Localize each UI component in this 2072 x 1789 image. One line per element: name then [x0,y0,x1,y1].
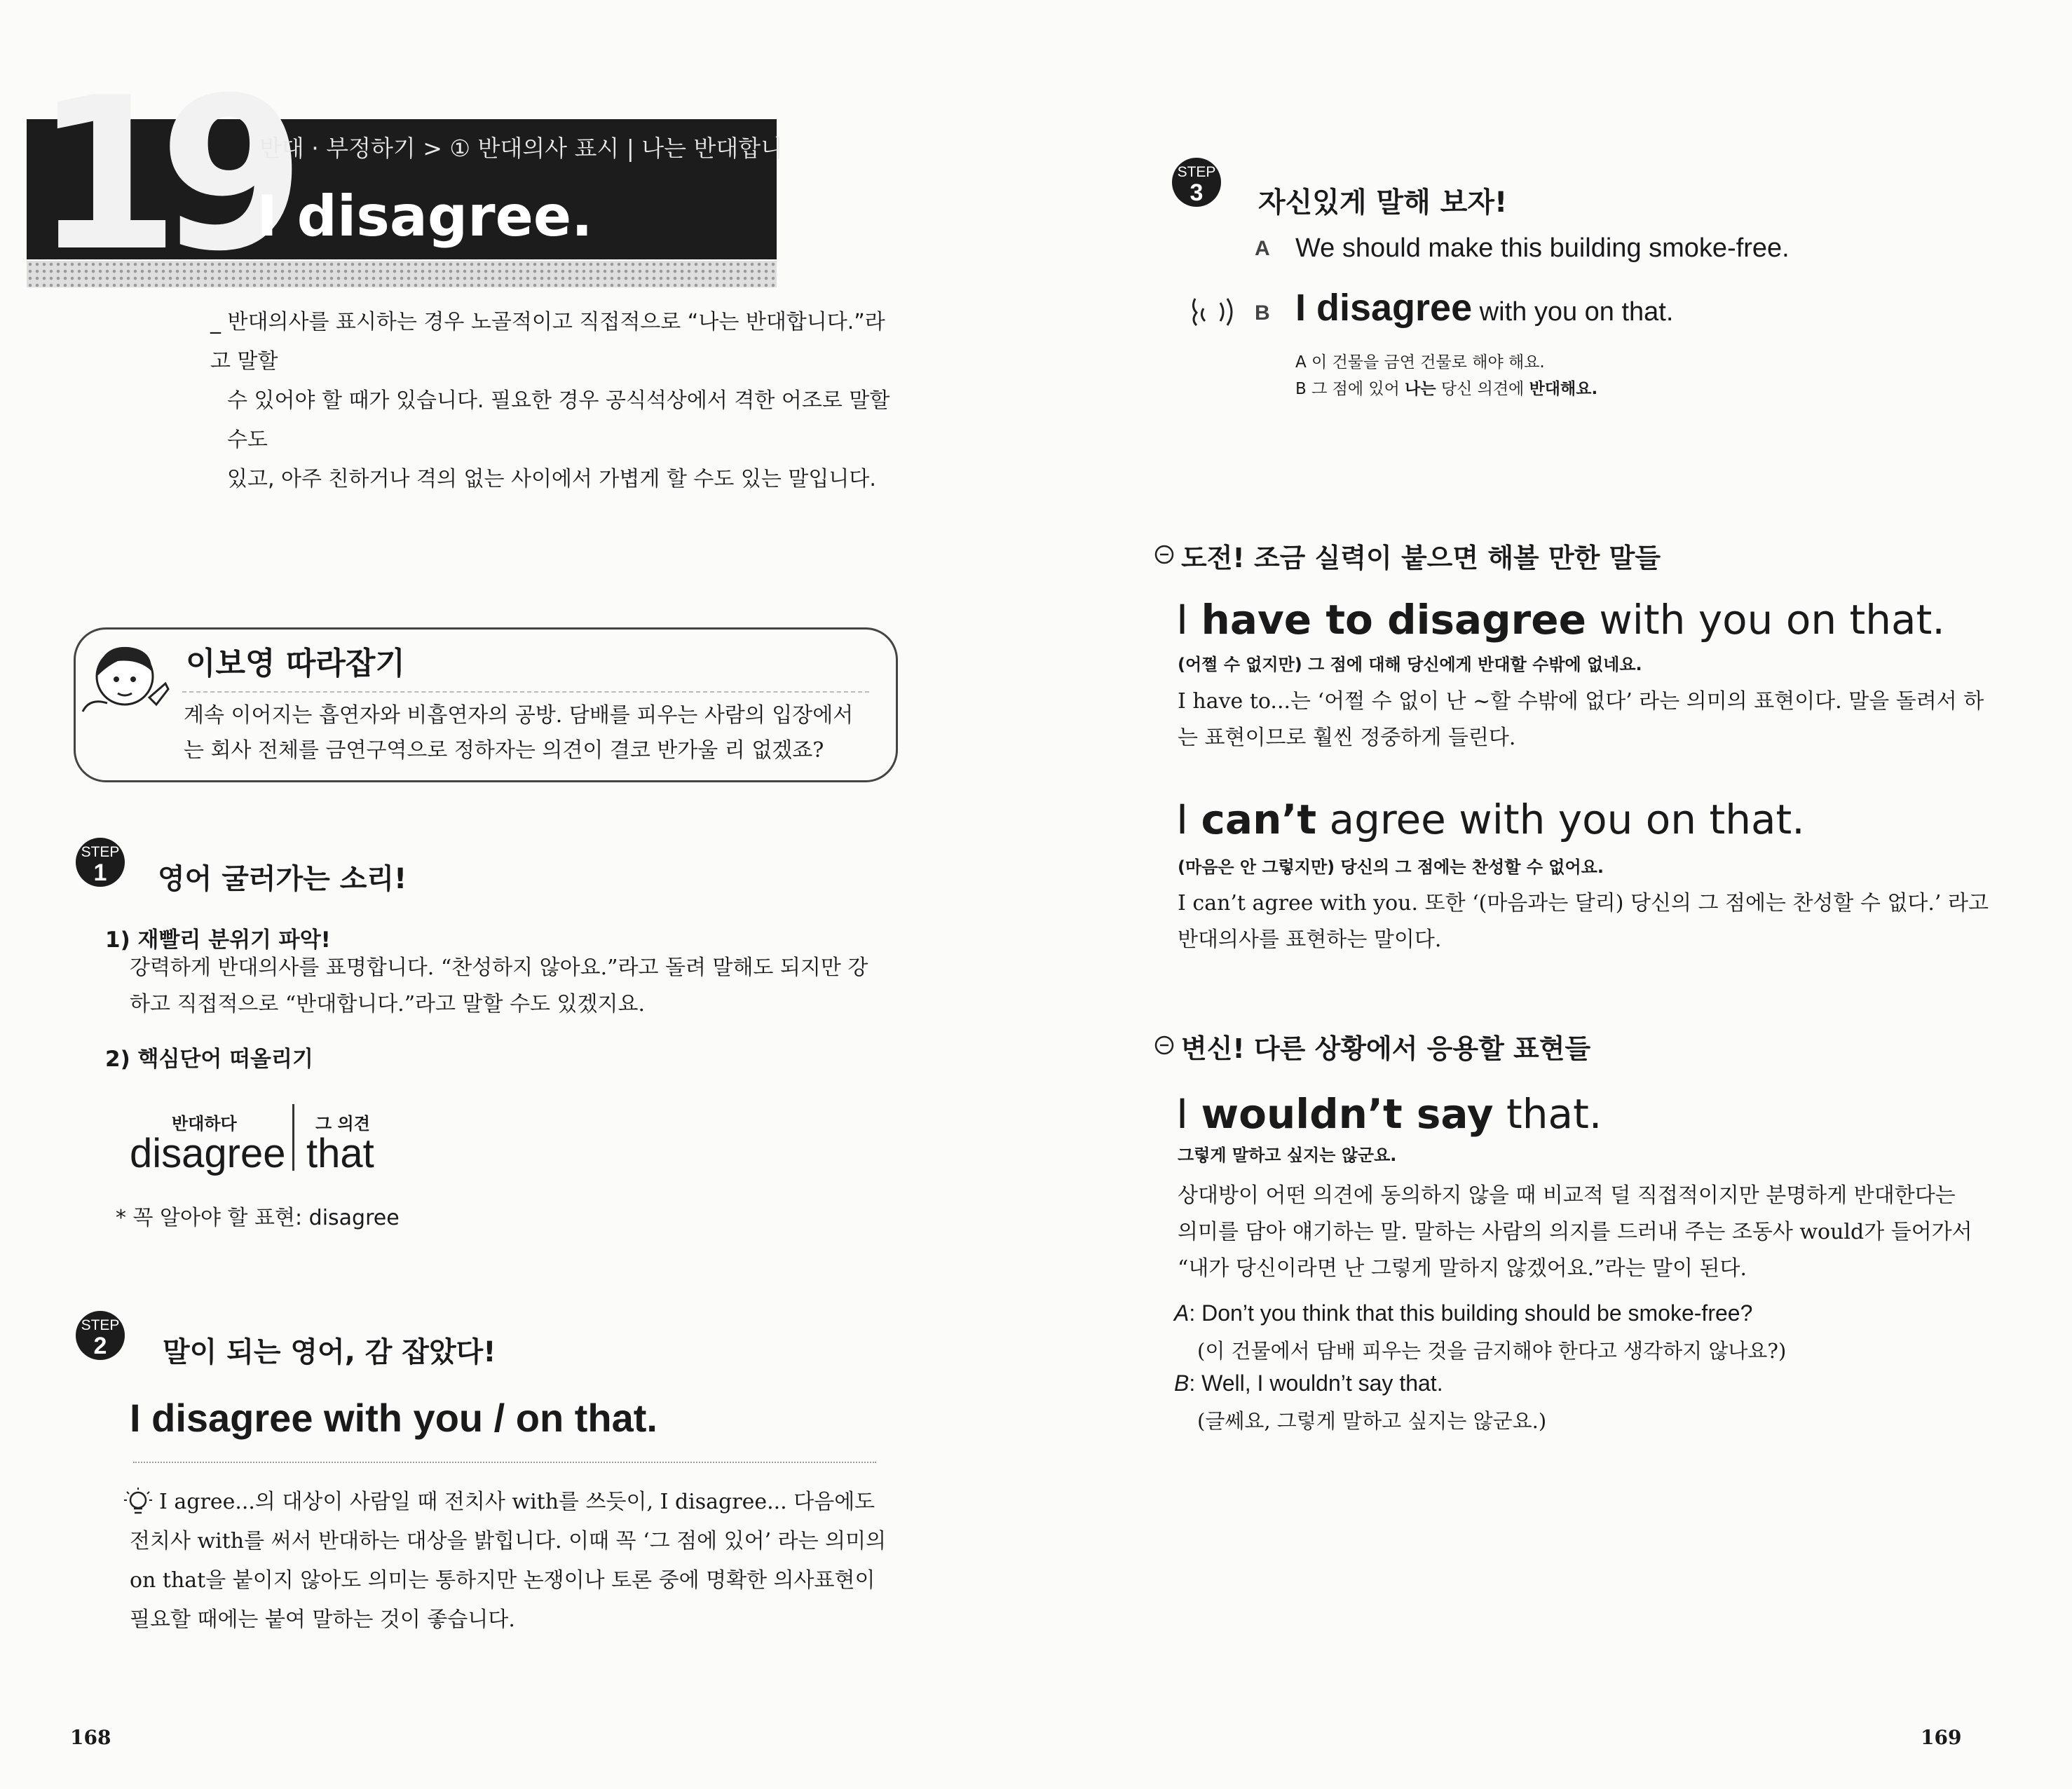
page-number: 169 [1921,1726,1962,1749]
hint-line: 계속 이어지는 흡연자와 비흡연자의 공방. 담배를 피우는 사람의 입장에서 [184,703,854,728]
explain-line: 의미를 담아 얘기하는 말. 말하는 사람의 의지를 드러내 주는 조동사 would가 들어가서 [1178,1220,1972,1244]
translation-text: 당신 의견에 [1436,380,1529,398]
audio-icon [1188,293,1241,332]
expression-2 [1176,796,1805,843]
explain-line: “내가 당신이라면 난 그렇게 말하지 않겠어요.”라는 말이 된다. [1178,1256,1747,1281]
step-1-subheading: 1) 재빨리 분위기 파악! [105,927,331,953]
dialog-speaker: A [1174,1300,1190,1326]
keyword: that [306,1131,374,1176]
expr-text: with you on that. [1586,596,1945,644]
step-1-title: 영어 굴러가는 소리! [158,863,407,895]
translation-bold: 반대해요. [1529,380,1598,398]
breadcrumb: 반대 · 부정하기 > ① 반대의사 표시 | 나는 반대합니 [259,135,784,162]
paragraph-line: 하고 직접적으로 “반대합니다.”라고 말할 수도 있겠지요. [130,992,645,1016]
paragraph-line: 강력하게 반대의사를 표명합니다. “찬성하지 않아요.”라고 돌려 말해도 되지만 강 [130,955,868,980]
step-label: STEP [1177,164,1216,180]
expression-1-explanation [1178,683,2047,756]
step-1-badge [76,838,125,887]
explain-line: 반대의사를 표현하는 말이다. [1178,927,1442,952]
expr-text: that. [1493,1090,1602,1138]
step-2-title: 말이 되는 영어, 감 잡았다! [163,1336,496,1368]
tip-paragraph [130,1483,894,1640]
key-sentence: I disagree with you / on that. [130,1396,657,1440]
step-1-subheading: 2) 핵심단어 떠올리기 [105,1047,313,1072]
expression-3 [1176,1090,1602,1138]
hint-text [184,698,885,768]
tip-line: on that을 붙이지 않아도 의미는 통하지만 논쟁이나 토론 중에 명확한 의사표현이 [130,1568,875,1593]
hint-title: 이보영 따라잡기 [186,646,405,681]
step-number: 3 [1190,179,1204,206]
answer-bold: I disagree [1295,287,1473,329]
translation-b [1295,376,1597,399]
expr-text: I [1176,1090,1201,1138]
answer-rest: with you on that. [1472,297,1674,327]
teacher-character-icon [69,627,181,733]
hint-divider [182,691,869,693]
dialog-text: : Well, I wouldn’t say that. [1189,1370,1443,1396]
speaker-b-text [1295,286,1673,329]
explain-line: 상대방이 어떤 의견에 동의하지 않을 때 비교적 덜 직접적이지만 분명하게 반대한다는 [1178,1183,1956,1208]
dialog-text: : Don’t you think that this building should be smoke-free? [1189,1300,1753,1326]
step-3-badge [1172,158,1221,207]
step-label: STEP [81,844,120,860]
translation-text: B 그 점에 있어 [1295,380,1405,398]
expr-text: agree with you on that. [1316,796,1805,843]
expression-3-gloss: 그렇게 말하고 싶지는 않군요. [1178,1145,1397,1165]
dialog-translation-b: (글쎄요, 그렇게 말하고 싶지는 않군요.) [1197,1409,1547,1433]
expr-bold: can’t [1201,796,1317,843]
must-know-note: * 꼭 알아야 할 표현: disagree [116,1206,400,1230]
expression-1 [1176,596,1945,644]
dialog-line-b [1174,1370,1443,1396]
page-title: I disagree. [257,184,593,249]
dialog-translation-a: (이 건물에서 담배 피우는 것을 금지해야 한다고 생각하지 않나요?) [1197,1339,1787,1363]
keyword-divider [292,1104,294,1171]
expression-2-gloss: (마음은 안 그렇지만) 당신의 그 점에는 찬성할 수 없어요. [1178,857,1604,877]
translation-a: A 이 건물을 금연 건물로 해야 해요. [1295,353,1545,372]
intro-paragraph [210,303,897,499]
expr-bold: have to disagree [1201,596,1586,644]
translation-bold: 나는 [1405,380,1436,398]
speaker-b-label: B [1255,301,1270,325]
intro-line: 있고, 아주 친하거나 격의 없는 사이에서 가볍게 할 수도 있는 말입니다. [227,467,876,491]
explain-line: 는 표현이므로 훨씬 정중하게 들린다. [1178,726,1516,750]
expression-1-gloss: (어쩔 수 없지만) 그 점에 대해 당신에게 반대할 수밖에 없네요. [1178,655,1642,674]
dialog-speaker: B [1174,1370,1190,1396]
sentence-divider [133,1462,876,1463]
speaker-a-label: A [1255,237,1270,260]
keyword: disagree [130,1131,286,1176]
speaker-a-text: We should make this building smoke-free. [1295,233,1790,263]
expr-bold: wouldn’t say [1201,1090,1494,1138]
step-1-paragraph [130,950,901,1023]
step-2-badge [76,1311,125,1360]
page-number: 168 [70,1726,111,1749]
expression-3-explanation [1178,1178,2054,1287]
hint-line: 는 회사 전체를 금연구역으로 정하자는 의견이 결코 반가울 리 없겠죠? [184,738,824,763]
intro-line: 수 있어야 할 때가 있습니다. 필요한 경우 공식석상에서 격한 어조로 말할 수도 [227,388,890,452]
expression-2-explanation [1178,885,2047,958]
keyword-gloss: 그 의견 [315,1114,370,1134]
transform-heading: 변신! 다른 상황에서 응용할 표현들 [1181,1033,1591,1064]
step-number: 1 [93,859,107,886]
expr-text: I [1176,596,1201,644]
intro-line: _ 반대의사를 표시하는 경우 노골적이고 직접적으로 “나는 반대합니다.”라고 말할 [210,310,885,374]
bullet-circle-icon [1153,543,1175,566]
tip-line: I agree...의 대상이 사람일 때 전치사 with를 쓰듯이, I disagree... 다음에도 [159,1490,875,1514]
explain-line: I have to...는 ‘어쩔 수 없이 난 ~할 수밖에 없다’ 라는 의미의 표현이다. 말을 돌려서 하 [1178,689,1984,714]
dialog-line-a [1174,1300,1752,1326]
tip-line: 필요할 때에는 붙여 말하는 것이 좋습니다. [130,1607,515,1632]
step-label: STEP [81,1317,120,1333]
expr-text: I [1176,796,1201,843]
challenge-heading: 도전! 조금 실력이 붙으면 해볼 만한 말들 [1181,543,1661,573]
keyword-gloss: 반대하다 [172,1114,237,1134]
lesson-number: 19 [34,53,285,297]
tip-line: 전치사 with를 써서 반대하는 대상을 밝힙니다. 이때 꼭 ‘그 점에 있어’ 라는 의미의 [130,1529,887,1553]
bullet-circle-icon [1153,1034,1175,1056]
explain-line: I can’t agree with you. 또한 ‘(마음과는 달리) 당신의 그 점에는 찬성할 수 없다.’ 라고 [1178,891,1989,916]
step-3-title: 자신있게 말해 보자! [1258,186,1508,219]
step-number: 2 [93,1333,107,1359]
